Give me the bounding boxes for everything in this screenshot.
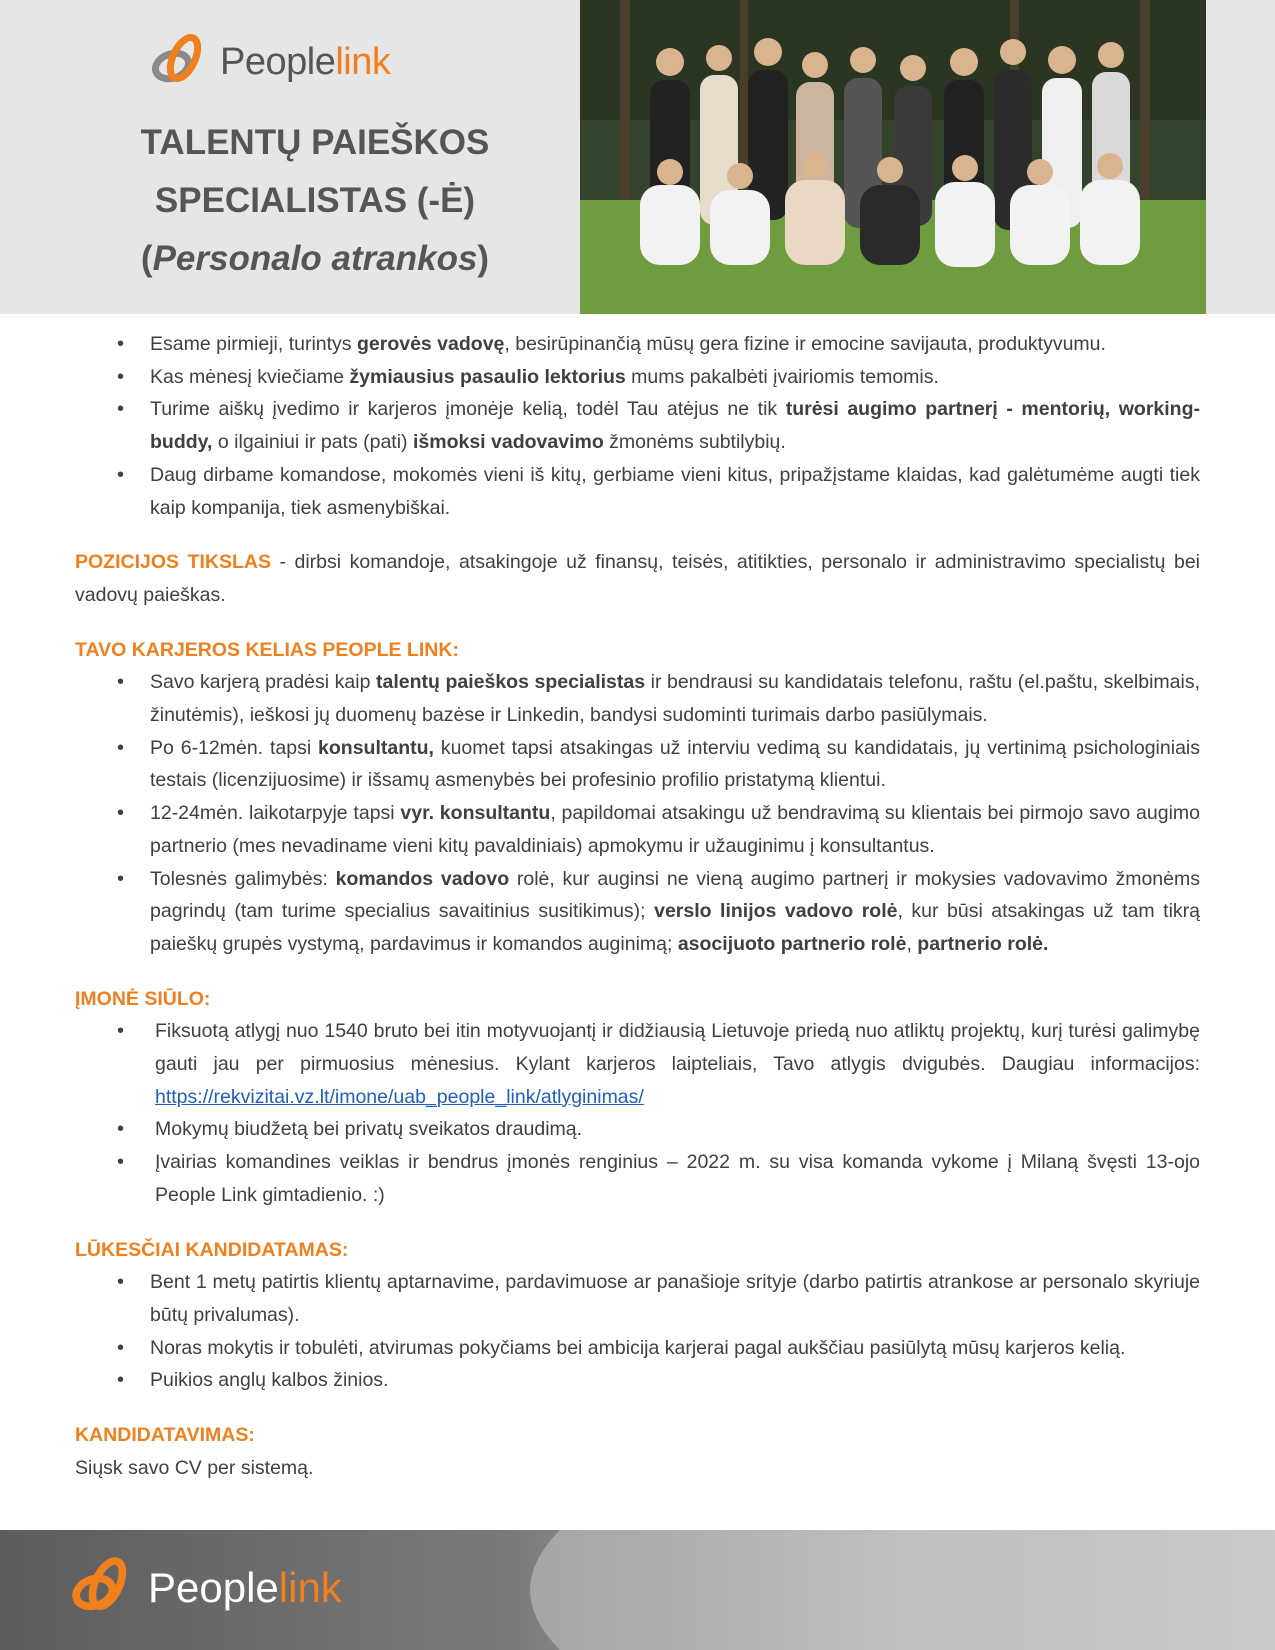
job-title: [60, 114, 570, 288]
position-goal-label: POZICIJOS TIKSLAS: [75, 551, 271, 574]
title-line-2: SPECIALISTAS (-Ė): [154, 181, 476, 220]
offer-heading: ĮMONĖ SIŪLO:: [75, 987, 211, 1010]
list-item: • Esame pirmieji, turintys gerovės vadovę, besirūpinančią mūsų gera fizine ir emocine savijauta, produktyvumu.: [75, 328, 1200, 361]
list-item: • Mokymų biudžetą bei privatų sveikatos draudimą.: [75, 1113, 1200, 1146]
list-item: • Kas mėnesį kviečiame žymiausius pasaulio lektorius mums pakalbėti įvairiomis temomis.: [75, 361, 1200, 394]
apply-heading: KANDIDATAVIMAS:: [75, 1424, 255, 1447]
peoplelink-logo-icon: [70, 1552, 136, 1624]
list-item: • Turime aiškų įvedimo ir karjeros įmonėje kelią, todėl Tau atėjus ne tik turėsi augimo partnerį - mentorių, working-buddy, o ilgainiui ir pats (pati) išmoksi vadovavimo žmonėms subtilybių.: [75, 393, 1200, 458]
list-item: • Savo karjerą pradėsi kaip talentų paieškos specialistas ir bendrausi su kandidatais telefonu, raštu (el.paštu, skelbimais, žinutėmis), ieškosi jų duomenų bazėse ir Linkedin, bandysi sudominti turimais darbo pasiūlymais.: [75, 666, 1200, 731]
list-item: • Fiksuotą atlygį nuo 1540 bruto bei itin motyvuojantį ir didžiausią Lietuvoje priedą nuo atliktų projektų, kurį turėsi galimybę gauti jau per pirmuosius mėnesius. Kylant karjeros laipteliais, Tavo atlygis dvigubės. Daugiau informacijos: https://rekvizitai.vz.lt/imone/uab_people_link/atlyginimas/: [75, 1015, 1200, 1113]
footer-logo: [70, 1552, 342, 1624]
team-photo: [580, 0, 1206, 314]
list-item: • Tolesnės galimybės: komandos vadovo rolė, kur auginsi ne vieną augimo partnerį ir mokysies vadovavimo žmonėms pagrindų (tam turime specialius savaitinius susitikimus); verslo linijos vadovo rolė, kur būsi atsakingas už tam tikrą paieškų grupės vystymą, pardavimus ir komandos auginimą; asocijuoto partnerio rolė, partnerio rolė.: [75, 863, 1200, 961]
list-item: • 12-24mėn. laikotarpyje tapsi vyr. konsultantu, papildomai atsakingu už bendravimą su klientais bei pirmojo savo augimo partnerio (mes nevadiname vieni kitų pavaldiniais) apmokymu ir užauginimu į konsultantus.: [75, 797, 1200, 862]
apply-text: Siųsk savo CV per sistemą.: [75, 1456, 314, 1479]
list-item: • Po 6-12mėn. tapsi konsultantu, kuomet tapsi atsakingas už interviu vedimą su kandidatais, jų vertinimą psichologiniais testais (licenzijuosime) ir išsamų asmenybės bei profesinio profilio pristatymą klientui.: [75, 732, 1200, 797]
peoplelink-logo-icon: [150, 30, 210, 94]
title-line-1: TALENTŲ PAIEŠKOS: [140, 123, 490, 162]
header-banner: [0, 0, 1275, 314]
list-item: • Daug dirbame komandose, mokomės vieni iš kitų, gerbiame vieni kitus, pripažįstame klaidas, kad galėtumėme augti tiek kaip kompanija, tiek asmenybiškai.: [75, 459, 1200, 524]
footer-banner: [0, 1530, 1275, 1650]
list-item: • Noras mokytis ir tobulėti, atvirumas pokyčiams bei ambicija karjerai pagal aukščiau pasiūlytą mūsų karjeros kelią.: [75, 1332, 1200, 1365]
list-item: • Bent 1 metų patirtis klientų aptarnavime, pardavimuose ar panašioje srityje (darbo patirtis atrankose ar personalo skyriuje būtų privalumas).: [75, 1266, 1200, 1331]
career-heading: TAVO KARJEROS KELIAS PEOPLE LINK:: [75, 638, 459, 661]
benefits-list: [75, 328, 1200, 524]
footer-logo-wordmark: Peoplelink: [148, 1564, 342, 1611]
peoplelink-logo: [150, 30, 390, 94]
offer-list: [75, 1015, 1200, 1211]
title-line-3: (Personalo atrankos): [140, 239, 490, 278]
career-list: [75, 666, 1200, 960]
logo-wordmark: Peoplelink: [220, 40, 391, 83]
expectations-list: [75, 1266, 1200, 1397]
list-item: • Puikios anglų kalbos žinios.: [75, 1364, 1200, 1397]
position-goal: POZICIJOS TIKSLAS - dirbsi komandoje, atsakingoje už finansų, teisės, atitikties, personalo ir administravimo specialistų bei vadovų paieškas.: [75, 551, 1200, 606]
list-item: • Įvairias komandines veiklas ir bendrus įmonės renginius – 2022 m. su visa komanda vykome į Milaną švęsti 13-ojo People Link gimtadienio. :): [75, 1146, 1200, 1211]
expectations-heading: LŪKESČIAI KANDIDATAMAS:: [75, 1238, 349, 1261]
job-description: [75, 328, 1200, 1485]
team-photo-illustration: [580, 0, 1206, 314]
salary-info-link[interactable]: https://rekvizitai.vz.lt/imone/uab_people_link/atlyginimas/: [155, 1085, 644, 1108]
